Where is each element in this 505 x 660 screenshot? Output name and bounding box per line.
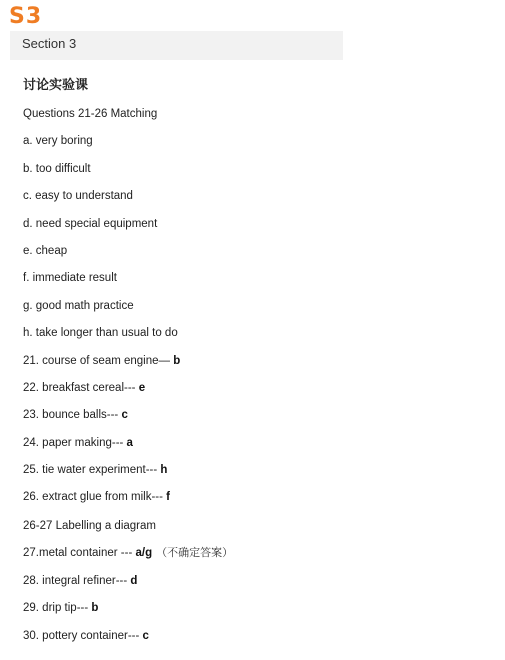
question-23: 23. bounce balls--- c [23, 409, 128, 422]
group-heading-matching: Questions 21-26 Matching [23, 108, 158, 120]
option-a: a. very boring [23, 135, 93, 148]
page-heading: 讨论实验课 [23, 78, 89, 93]
question-22: 22. breakfast cereal--- e [23, 381, 146, 394]
answer-22: e [138, 381, 146, 394]
option-f: f. immediate result [23, 272, 117, 285]
question-29: 29. drip tip--- b [23, 602, 99, 615]
question-21: 21. course of seam engine— b [23, 354, 181, 367]
answer-26: f [166, 491, 170, 504]
option-c: c. easy to understand [23, 190, 133, 203]
section-header-bar [10, 31, 343, 60]
option-e: e. cheap [23, 244, 68, 257]
answer-23: c [121, 409, 128, 422]
question-28: 28. integral refiner--- d [23, 574, 138, 587]
question-25: 25. tie water experiment--- h [23, 464, 168, 477]
option-g: g. good math practice [23, 299, 134, 312]
option-b: b. too difficult [23, 162, 91, 175]
answer-27: a/g [135, 547, 153, 560]
answer-28: d [130, 574, 138, 587]
answer-29: b [91, 602, 99, 615]
question-30: 30. pottery container--- c [23, 629, 149, 642]
question-24: 24. paper making--- a [23, 436, 133, 449]
answer-30: c [142, 629, 149, 642]
answer-24: a [126, 436, 133, 449]
uncertain-note: （不确定答案） [156, 546, 234, 560]
section-badge: S3 [9, 4, 43, 29]
question-27: 27.metal container --- a/g （不确定答案） [23, 546, 234, 560]
question-26: 26. extract glue from milk--- f [23, 491, 170, 504]
group-heading-diagram: 26-27 Labelling a diagram [23, 519, 156, 532]
answer-21: b [173, 354, 181, 367]
question-list [23, 106, 493, 655]
option-d: d. need special equipment [23, 217, 158, 230]
section-title: Section 3 [22, 36, 77, 51]
option-h: h. take longer than usual to do [23, 327, 178, 340]
answer-25: h [160, 464, 168, 477]
